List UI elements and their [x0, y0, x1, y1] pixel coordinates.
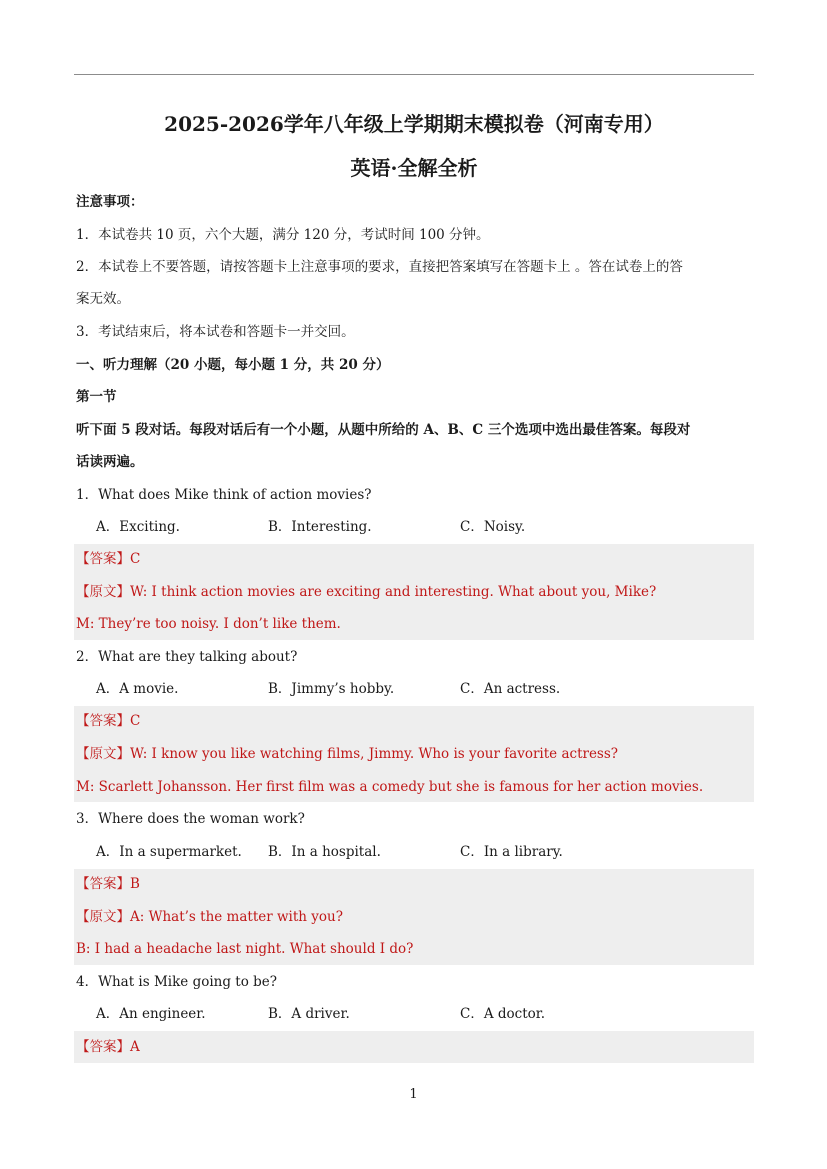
question-4-stem: 4．What is Mike going to be?: [76, 974, 277, 990]
question-1-transcript: [76, 582, 656, 602]
transcript-label: 【原文】: [76, 909, 130, 925]
document-subtitle: 英语·全解全析: [350, 156, 478, 180]
question-3-option-a: A．In a supermarket.: [96, 844, 242, 860]
note-item-3: 3．考试结束后，将本试卷和答题卡一并交回。: [76, 324, 355, 340]
question-2-stem: 2．What are they talking about?: [76, 649, 298, 665]
section-part: 第一节: [76, 389, 117, 405]
question-4-answer: 【答案】A: [76, 1039, 140, 1055]
question-4-option-a: A．An engineer.: [96, 1006, 206, 1022]
question-1-option-a: A．Exciting.: [96, 519, 180, 535]
question-2-answer: 【答案】C: [76, 713, 141, 729]
question-3-transcript-line-2: B: I had a headache last night. What should I do?: [76, 941, 414, 957]
section-heading: 一、听力理解（20 小题，每小题 1 分，共 20 分）: [76, 357, 390, 373]
question-1-option-b: B．Interesting.: [268, 519, 372, 535]
question-2-option-c: C．An actress.: [460, 681, 561, 697]
transcript-line: W: I think action movies are exciting and interesting. What about you, Mike?: [130, 584, 657, 600]
transcript-line: W: I know you like watching films, Jimmy. Who is your favorite actress?: [130, 746, 619, 762]
section-instruction-cont: 话读两遍。: [76, 454, 144, 470]
transcript-label: 【原文】: [76, 746, 130, 762]
question-1-answer: 【答案】C: [76, 551, 141, 567]
question-3-option-c: C．In a library.: [460, 844, 563, 860]
question-3-transcript: [76, 907, 343, 927]
document-title: 2025-2026学年八年级上学期期末模拟卷（河南专用）: [164, 112, 664, 136]
question-3-stem: 3．Where does the woman work?: [76, 811, 305, 827]
question-3-option-b: B．In a hospital.: [268, 844, 381, 860]
question-2-option-a: A．A movie.: [96, 681, 179, 697]
question-2-transcript-line-2: M: Scarlett Johansson. Her first film was a comedy but she is famous for her action movies.: [76, 779, 704, 795]
question-4-option-c: C．A doctor.: [460, 1006, 546, 1022]
notes-heading: 注意事项：: [76, 194, 144, 210]
section-instruction: 听下面 5 段对话。每段对话后有一个小题，从题中所给的 A、B、C 三个选项中选出最佳答案。每段对: [76, 422, 691, 438]
transcript-line: A: What’s the matter with you?: [130, 909, 343, 925]
question-1-option-c: C．Noisy.: [460, 519, 526, 535]
question-4-option-b: B．A driver.: [268, 1006, 350, 1022]
note-item-2: 2．本试卷上不要答题，请按答题卡上注意事项的要求，直接把答案填写在答题卡上 。答在试卷上的答: [76, 259, 683, 275]
question-2-option-b: B．Jimmy’s hobby.: [268, 681, 395, 697]
question-3-answer: 【答案】B: [76, 876, 140, 892]
question-2-transcript: [76, 744, 618, 764]
question-1-transcript-line-2: M: They’re too noisy. I don’t like them.: [76, 616, 341, 632]
question-1-stem: 1．What does Mike think of action movies?: [76, 487, 372, 503]
transcript-label: 【原文】: [76, 584, 130, 600]
page-number: 1: [409, 1087, 418, 1102]
note-item-1: 1．本试卷共 10 页，六个大题，满分 120 分，考试时间 100 分钟。: [76, 227, 490, 243]
answer-box-4: [74, 1031, 754, 1063]
header-rule: [74, 74, 754, 75]
note-item-2-cont: 案无效。: [76, 291, 130, 307]
